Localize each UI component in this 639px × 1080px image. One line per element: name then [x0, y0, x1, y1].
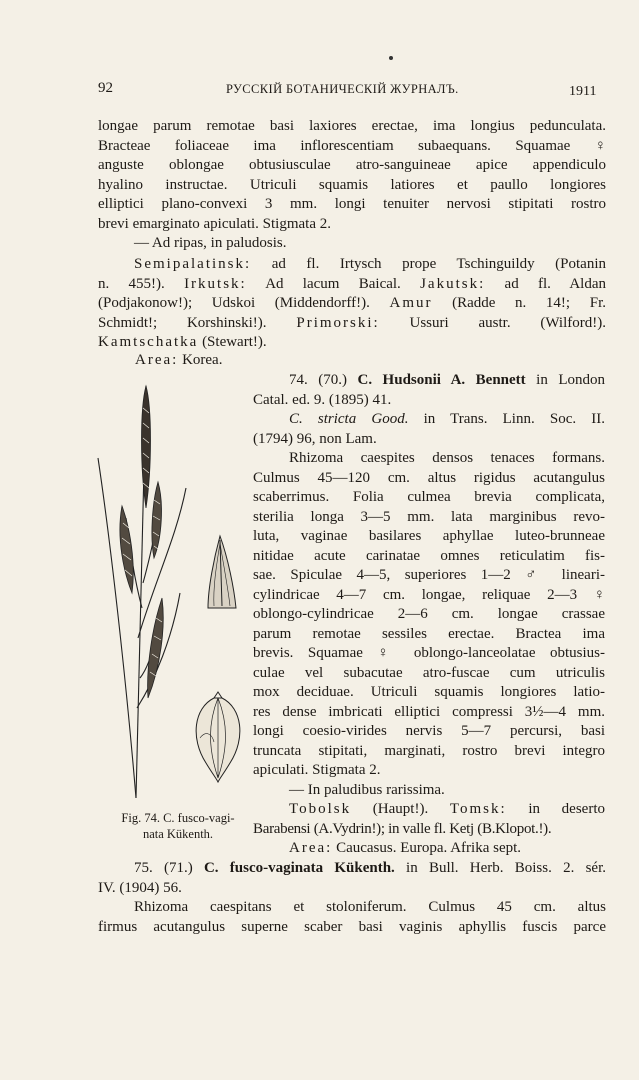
habitat-line: — Ad ripas, in paludosis. [134, 235, 287, 251]
scale-detail [208, 536, 236, 608]
running-title: РУССКІЙ БОТАНИЧЕСКІЙ ЖУРНАЛЪ. [226, 82, 459, 96]
area-line: Area: Korea. [135, 352, 223, 368]
area-line: Area: Caucasus. Europa. Afrika sept. [289, 840, 522, 856]
ink-speck [389, 56, 393, 60]
synonym-name: C. stricta Good. [289, 411, 409, 427]
male-spike [142, 386, 151, 508]
text-line: nitidae acute carinatae omnes reticulatim fis- [253, 547, 605, 564]
text-line: sterilia longa 3—5 mm. lata marginibus revo- [253, 508, 605, 525]
text-line: anguste oblongae obtusiusculae atro-sanguineae apice appendiculo [98, 157, 606, 173]
species-74-heading [253, 371, 605, 449]
text-line: Kamtschatka (Stewart!). [98, 334, 267, 350]
text-line: 75. (71.) C. fusco-vaginata Kükenth. in Bull. Herb. Boiss. 2. sér. [134, 860, 606, 876]
text-line: longi coesio-virides nervis 5—7 percursi, basi [253, 723, 605, 739]
text-line: Tobolsk (Haupt!). Tomsk: in deserto [289, 801, 605, 817]
text-line: n. 455!). Irkutsk: Ad lacum Baical. Jakutsk: ad fl. Aldan [98, 275, 606, 292]
text-line: culae vel subacutae atro-fuscae cum utriculis [253, 664, 605, 681]
text-line: brevis. Squamae ♀ oblongo-lanceolatae obtusius- [253, 645, 605, 661]
text-line: luta, vaginae basilares aphyllae luteo-brunneae [253, 528, 605, 544]
female-spike [148, 598, 164, 698]
text-line: Rhizoma caespitans et stoloniferum. Culmus 45 cm. altus [134, 899, 606, 915]
text-line: parum remotae sessiles erectae. Bractea ima [253, 625, 605, 642]
text-line: (Podjakonow!); Udskoi (Middendorff!). Amur (Radde n. 14!; Fr. [98, 295, 606, 311]
text-line: elliptici plano-convexi 3 mm. longi tenuiter nervosi stipitati rostro [98, 196, 606, 212]
text-line: mox deciduae. Utriculi squamis longiores latio- [253, 684, 605, 700]
paragraph-continued-description [98, 117, 606, 254]
text-line: longae parum remotae basi laxiores erectae, ima longius pedunculata. [98, 118, 606, 134]
species-75-description [98, 898, 606, 937]
figure-74-illustration [96, 378, 252, 803]
figure-caption: Fig. 74. C. fusco-vagi- nata Kükenth. [121, 811, 235, 841]
text-line: Schmidt!; Korshinski!). Primorski: Ussuri austr. (Wilford!). [98, 314, 606, 331]
leaf [98, 458, 136, 798]
text-line: IV. (1904) 56. [98, 879, 182, 896]
text-line: apiculati. Stigmata 2. [253, 762, 381, 778]
text-line: firmus acutangulus superne scaber basi vaginis aphyllis fuscis parce [98, 918, 606, 935]
text-line: Rhizoma caespites densos tenaces formans. [289, 450, 605, 466]
text-line: 74. (70.) C. Hudsonii A. Bennett in London [289, 372, 605, 388]
page-number: 92 [98, 80, 113, 96]
text-line: brevi emarginato apiculati. Stigmata 2. [98, 215, 331, 232]
species-name: C. Hudsonii A. Bennett [357, 372, 526, 388]
text-line: Culmus 45—120 cm. altus rigidus acutangulus [253, 469, 605, 486]
species-74-habitat: — In paludibus rarissima. [289, 782, 445, 798]
text-line: Semipalatinsk: ad fl. Irtysch prope Tschinguildy (Potanin [134, 256, 606, 272]
text-line: Barabensi (A.Vydrin!); in valle fl. Ketj (B.Klopot.!). [253, 820, 552, 837]
year: 1911 [569, 84, 597, 99]
text-line: (1794) 96, non Lam. [253, 430, 377, 447]
text-line: scaberrimus. Folia culmea brevia complicata, [253, 489, 605, 505]
text-line: cylindricae 4—7 cm. longae, reliquae 2—3 ♀ [253, 586, 605, 603]
utricle-detail [196, 692, 240, 782]
species-name: C. fusco-vaginata Kükenth. [203, 860, 395, 876]
species-75-heading [98, 859, 606, 898]
text-line: Bracteae foliaceae ima inflorescentiam subaequans. Squamae ♀ [98, 137, 606, 154]
distribution-paragraph [98, 255, 606, 353]
text-line: Catal. ed. 9. (1895) 41. [253, 391, 392, 408]
species-74-description [253, 449, 605, 781]
text-line: hyalino instructae. Utriculi squamis latiores et paullo longiores [98, 176, 606, 193]
text-line: truncata stipitati, marginati, rostro brevi integro [253, 742, 605, 759]
female-spike [152, 482, 162, 558]
text-line: res dense imbricati elliptici compressi 3½—4 mm. [253, 703, 605, 720]
species-74-localities [253, 800, 605, 859]
text-line: C. stricta Good. in Trans. Linn. Soc. II. [289, 411, 605, 427]
text-line: oblongo-cylindricae 2—6 cm. longae crassae [253, 606, 605, 622]
text-line: sae. Spiculae 4—5, superiores 1—2 ♂ lineari- [253, 567, 605, 583]
